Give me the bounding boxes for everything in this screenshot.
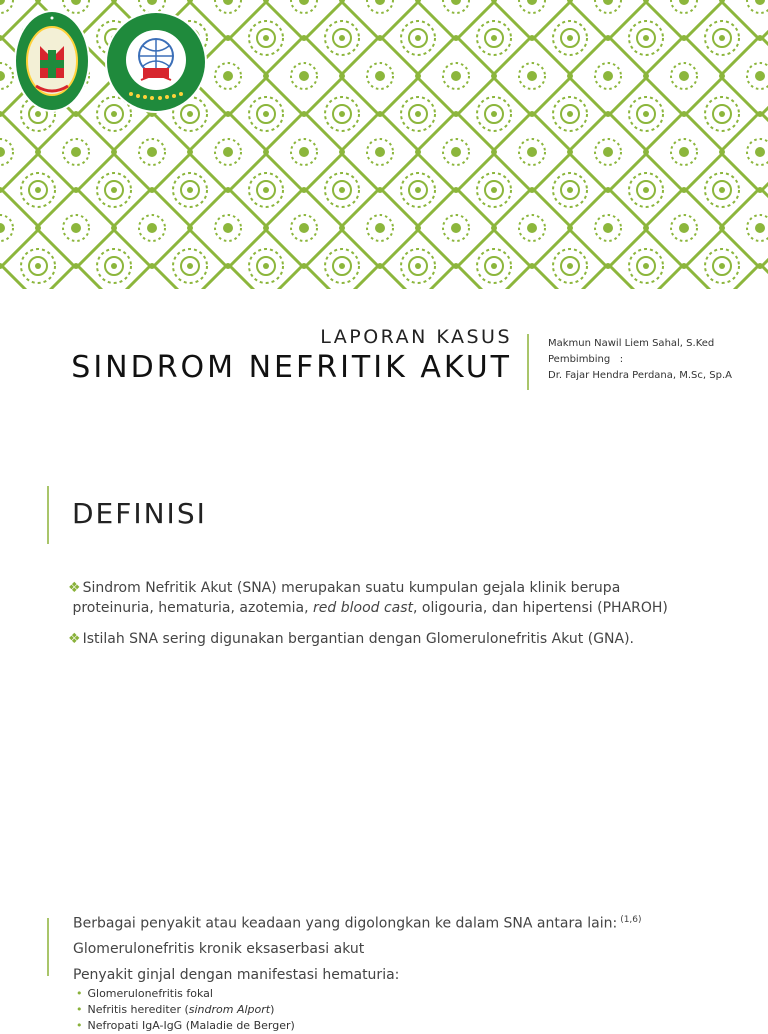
presenter-info	[548, 336, 732, 384]
sub-list-item	[76, 1018, 295, 1034]
diamond-bullet-icon: ❖	[68, 631, 81, 647]
list-line: Penyakit ginjal dengan manifestasi hematuria:	[73, 967, 400, 983]
sub-item-text: Nefropati IgA-IgG (Maladie de Berger)	[87, 1019, 295, 1032]
definition-list	[68, 578, 728, 660]
bullet-text-end: , oligouria, dan hipertensi (PHAROH)	[413, 600, 668, 616]
rsud-mardi-waluyo-logo	[12, 8, 92, 114]
title-slide	[0, 0, 768, 470]
sub-list-item	[76, 986, 295, 1002]
slide-title: SINDROM NEFRITIK AKUT	[71, 350, 512, 385]
bullet-dot-icon: •	[76, 1003, 83, 1016]
list-item	[68, 629, 728, 649]
intro-text: Berbagai penyakit atau keadaan yang digolongkan ke dalam SNA antara lain:	[73, 915, 618, 932]
heading-accent-bar	[47, 486, 49, 544]
classification-slide	[0, 890, 768, 1032]
bullet-text: Sindrom Nefritik Akut (SNA) merupakan suatu kumpulan gejala klinik berupa	[82, 580, 621, 596]
slide-heading: DEFINISI	[72, 497, 207, 530]
universitas-islam-malang-logo	[103, 10, 209, 114]
title-block	[71, 326, 512, 385]
list-item	[68, 578, 728, 618]
title-divider	[527, 334, 529, 390]
intro-line	[73, 915, 642, 932]
bullet-dot-icon: •	[76, 1019, 83, 1032]
mentor-label: Pembimbing :	[548, 354, 624, 365]
reference-marker: (1,6)	[620, 915, 642, 925]
sub-item-text: Glomerulonefritis fokal	[87, 987, 213, 1000]
bullet-italic: red blood cast	[313, 600, 414, 616]
bullet-text-cont: proteinuria, hematuria, azotemia,	[68, 600, 314, 616]
diamond-bullet-icon: ❖	[68, 580, 81, 596]
bullet-dot-icon: •	[76, 987, 83, 1000]
sub-item-text: Nefritis herediter (	[87, 1003, 189, 1016]
presenter-name: Makmun Nawil Liem Sahal, S.Ked	[548, 338, 715, 349]
bullet-text: Istilah SNA sering digunakan bergantian dengan Glomerulonefritis Akut (GNA).	[82, 631, 635, 647]
sub-list-item	[76, 1002, 295, 1018]
list-line: Glomerulonefritis kronik eksaserbasi akut	[73, 941, 365, 957]
definition-slide	[0, 470, 768, 890]
sub-item-text-end: )	[270, 1003, 275, 1016]
report-kicker: LAPORAN KASUS	[320, 326, 512, 348]
sub-item-italic: sindrom Alport	[188, 1003, 271, 1016]
heading-accent-bar	[47, 918, 49, 976]
sub-list	[76, 986, 295, 1034]
mentor-name: Dr. Fajar Hendra Perdana, M.Sc, Sp.A	[548, 370, 732, 381]
